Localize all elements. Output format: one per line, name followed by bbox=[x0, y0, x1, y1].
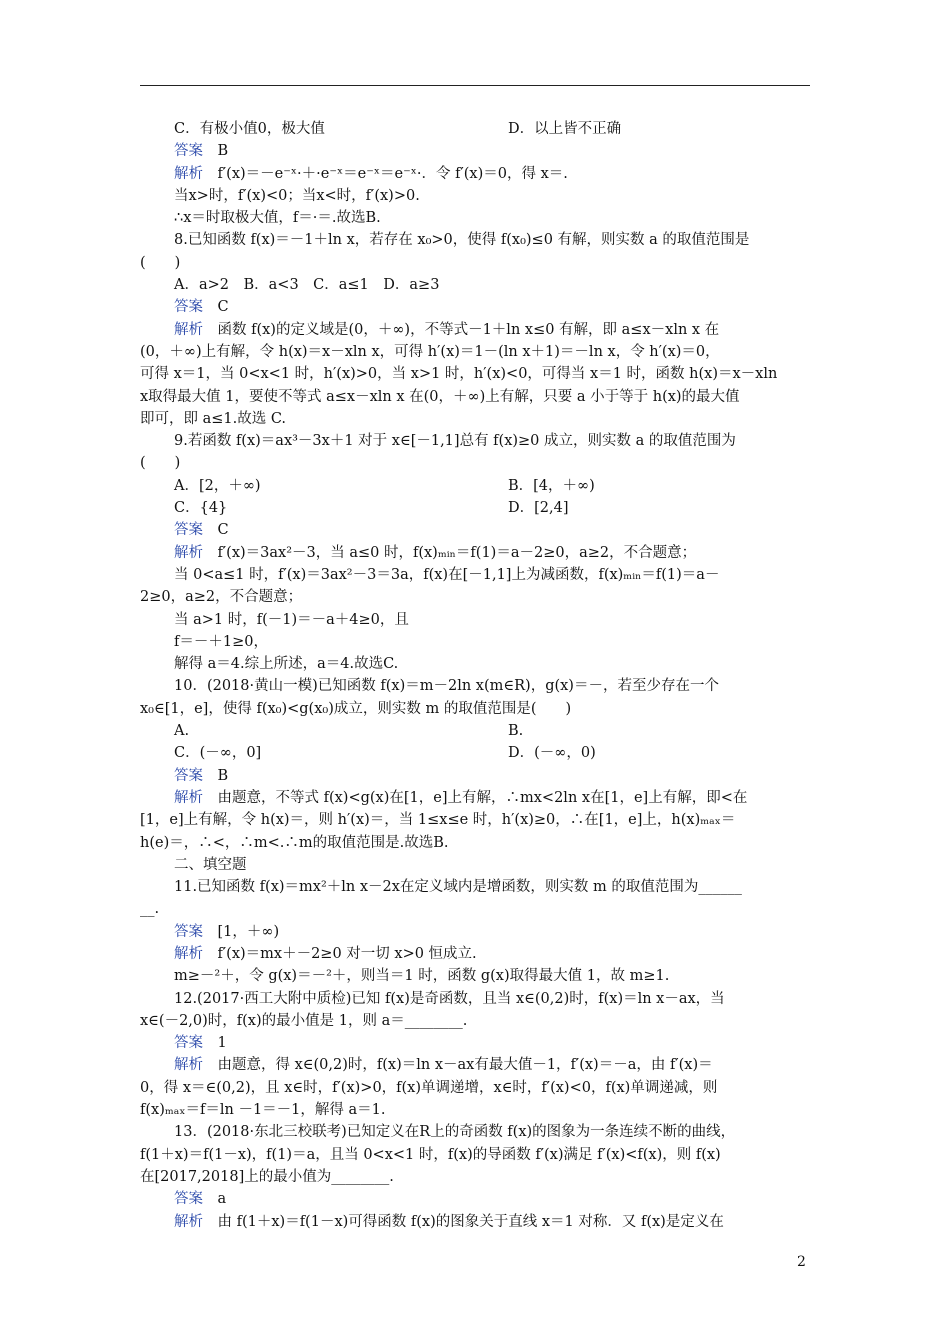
line-text: a bbox=[203, 1191, 227, 1208]
text-line bbox=[140, 475, 810, 497]
line-text: 2≥0，a≥2，不合题意； bbox=[140, 589, 303, 606]
analysis-label: 解析 bbox=[174, 1057, 203, 1074]
text-line bbox=[140, 430, 810, 452]
text-line bbox=[140, 876, 810, 898]
answer-label: 答案 bbox=[174, 143, 203, 160]
text-line bbox=[140, 564, 810, 586]
text-line bbox=[140, 1077, 810, 1099]
text-line bbox=[140, 653, 810, 675]
line-text: ( ) bbox=[140, 455, 181, 472]
line-text: 11.已知函数 f(x)＝mx²＋ln x－2x在定义域内是增函数，则实数 m 的取值范围为______ bbox=[174, 879, 742, 896]
text-line bbox=[140, 965, 810, 987]
answer-label: 答案 bbox=[174, 923, 203, 940]
text-line bbox=[140, 943, 810, 965]
text-line bbox=[140, 787, 810, 809]
line-text: 由题意，得 x∈(0,2)时，f(x)＝ln x－ax有最大值－1，f′(x)＝－a，由 f′(x)＝ bbox=[203, 1057, 713, 1074]
line-text: 二、填空题 bbox=[174, 856, 247, 873]
line-text: 即可，即 a≤1.故选 C. bbox=[140, 410, 287, 427]
line-text: f＝－＋1≥0， bbox=[174, 633, 268, 650]
text-line bbox=[140, 586, 810, 608]
header-rule bbox=[140, 85, 810, 86]
text-line bbox=[140, 363, 810, 385]
document-body bbox=[140, 118, 810, 1233]
text-line bbox=[140, 252, 810, 274]
text-line bbox=[140, 742, 810, 764]
line-text: (0，＋∞)上有解，令 h(x)＝x－xln x，可得 h′(x)＝1－(ln x＋1)＝－ln x，令 h′(x)＝0， bbox=[140, 343, 720, 360]
analysis-label: 解析 bbox=[174, 789, 203, 806]
line-text: ( ) bbox=[140, 254, 181, 271]
line-text: B bbox=[203, 143, 229, 160]
text-line bbox=[140, 698, 810, 720]
answer-label: 答案 bbox=[174, 1035, 203, 1052]
line-text: 10．(2018·黄山一模)已知函数 f(x)＝m－2ln x(m∈R)，g(x)＝－，若至少存在一个 bbox=[174, 678, 719, 695]
option-right: D．(－∞，0) bbox=[508, 745, 596, 762]
text-line bbox=[140, 1032, 810, 1054]
line-text: x∈(－2,0)时，f(x)的最小值是 1，则 a＝________. bbox=[140, 1012, 468, 1029]
text-line bbox=[140, 452, 810, 474]
text-line bbox=[140, 1166, 810, 1188]
line-text: C bbox=[203, 522, 229, 539]
option-left: A. bbox=[174, 723, 190, 740]
text-line bbox=[140, 274, 810, 296]
line-text: x取得最大值 1，要使不等式 a≤x－xln x 在(0，＋∞)上有解，只要 a 小于等于 h(x)的最大值 bbox=[140, 388, 740, 405]
text-line bbox=[140, 1054, 810, 1076]
text-line bbox=[140, 1099, 810, 1121]
page-number: 2 bbox=[797, 1254, 806, 1270]
line-text: f′(x)＝－e⁻ˣ·＋·e⁻ˣ＝e⁻ˣ＝e⁻ˣ·．令 f′(x)＝0，得 x＝. bbox=[203, 165, 568, 182]
text-line bbox=[140, 185, 810, 207]
line-text: ∴x＝时取极大值，f＝·＝.故选B. bbox=[174, 210, 381, 227]
line-text: x₀∈[1，e]，使得 f(x₀)<g(x₀)成立，则实数 m 的取值范围是( ) bbox=[140, 700, 572, 717]
line-text: 由 f(1＋x)＝f(1－x)可得函数 f(x)的图象关于直线 x＝1 对称．又 f(x)是定义在 bbox=[203, 1213, 724, 1230]
text-line bbox=[140, 898, 810, 920]
text-line bbox=[140, 163, 810, 185]
line-text: 13．(2018·东北三校联考)已知定义在R上的奇函数 f(x)的图象为一条连续不断的曲线， bbox=[174, 1124, 736, 1141]
text-line bbox=[140, 497, 810, 519]
option-left: C．有极小值0，极大值 bbox=[174, 121, 325, 137]
text-line bbox=[140, 1010, 810, 1032]
option-right: B. bbox=[508, 723, 524, 740]
text-line bbox=[140, 229, 810, 251]
text-line bbox=[140, 988, 810, 1010]
text-line bbox=[140, 809, 810, 831]
analysis-label: 解析 bbox=[174, 945, 203, 962]
text-line bbox=[140, 1144, 810, 1166]
answer-label: 答案 bbox=[174, 522, 203, 539]
text-line bbox=[140, 765, 810, 787]
line-text: f(x)ₘₐₓ＝f＝ln －1＝－1，解得 a＝1. bbox=[140, 1102, 386, 1119]
line-text: f′(x)＝3ax²－3，当 a≤0 时，f(x)ₘᵢₙ＝f(1)＝a－2≥0，a≥2，不合题意； bbox=[203, 544, 697, 561]
line-text: __. bbox=[140, 901, 160, 918]
text-line bbox=[140, 1188, 810, 1210]
line-text: B bbox=[203, 767, 229, 784]
line-text: f′(x)＝mx＋－2≥0 对一切 x>0 恒成立. bbox=[203, 945, 477, 962]
text-line bbox=[140, 542, 810, 564]
line-text: A．a>2 B．a<3 C．a≤1 D．a≥3 bbox=[174, 277, 440, 294]
text-line bbox=[140, 675, 810, 697]
line-text: 9.若函数 f(x)＝ax³－3x＋1 对于 x∈[－1,1]总有 f(x)≥0 成立，则实数 a 的取值范围为 bbox=[174, 433, 736, 450]
text-line bbox=[140, 341, 810, 363]
line-text: 在[2017,2018]上的最小值为________. bbox=[140, 1168, 394, 1185]
text-line bbox=[140, 832, 810, 854]
text-line bbox=[140, 296, 810, 318]
line-text: 由题意，不等式 f(x)<g(x)在[1，e]上有解，∴mx<2ln x在[1，e]上有解，即<在 bbox=[203, 789, 748, 806]
line-text: 1 bbox=[203, 1035, 227, 1052]
analysis-label: 解析 bbox=[174, 165, 203, 182]
line-text: 可得 x＝1，当 0<x<1 时，h′(x)>0，当 x>1 时，h′(x)<0，可得当 x＝1 时，函数 h(x)＝x－xln bbox=[140, 366, 778, 383]
option-left: C．{4} bbox=[174, 500, 228, 517]
text-line bbox=[140, 921, 810, 943]
line-text: 8.已知函数 f(x)＝－1＋ln x，若存在 x₀>0，使得 f(x₀)≤0 有解，则实数 a 的取值范围是 bbox=[174, 232, 750, 249]
line-text: 函数 f(x)的定义域是(0，＋∞)，不等式－1＋ln x≤0 有解，即 a≤x－xln x 在 bbox=[203, 321, 720, 338]
line-text: f(1＋x)＝f(1－x)，f(1)＝a，且当 0<x<1 时，f(x)的导函数 f′(x)满足 f′(x)<f(x)，则 f(x) bbox=[140, 1146, 721, 1163]
text-line bbox=[140, 386, 810, 408]
text-line bbox=[140, 631, 810, 653]
analysis-label: 解析 bbox=[174, 544, 203, 561]
line-text: [1，＋∞) bbox=[203, 923, 280, 940]
text-line bbox=[140, 609, 810, 631]
line-text: 解得 a＝4.综上所述，a＝4.故选C. bbox=[174, 656, 399, 673]
answer-label: 答案 bbox=[174, 767, 203, 784]
option-right: D．以上皆不正确 bbox=[508, 121, 622, 137]
option-left: A．[2，＋∞) bbox=[174, 477, 261, 494]
option-right: B．[4，＋∞) bbox=[508, 477, 595, 494]
text-line bbox=[140, 1121, 810, 1143]
analysis-label: 解析 bbox=[174, 321, 203, 338]
text-line bbox=[140, 207, 810, 229]
analysis-label: 解析 bbox=[174, 1213, 203, 1230]
option-left: C．(－∞，0] bbox=[174, 745, 262, 762]
line-text: C bbox=[203, 299, 229, 316]
option-right: D．[2,4] bbox=[508, 500, 569, 517]
text-line bbox=[140, 118, 810, 140]
text-line bbox=[140, 519, 810, 541]
answer-label: 答案 bbox=[174, 1191, 203, 1208]
text-line bbox=[140, 854, 810, 876]
line-text: 12.(2017·西工大附中质检)已知 f(x)是奇函数，且当 x∈(0,2)时，f(x)＝ln x－ax，当 bbox=[174, 990, 725, 1007]
text-line bbox=[140, 319, 810, 341]
text-line bbox=[140, 1211, 810, 1233]
line-text: 0，得 x＝∈(0,2)，且 x∈时，f′(x)>0，f(x)单调递增，x∈时，f′(x)<0，f(x)单调递减，则 bbox=[140, 1079, 718, 1096]
line-text: 当x>时，f′(x)<0；当x<时，f′(x)>0. bbox=[174, 187, 420, 204]
line-text: m≥－²＋，令 g(x)＝－²＋，则当＝1 时，函数 g(x)取得最大值 1，故 m≥1. bbox=[174, 968, 670, 985]
line-text: 当 0<a≤1 时，f′(x)＝3ax²－3＝3a，f(x)在[－1,1]上为减函数，f(x)ₘᵢₙ＝f(1)＝a－ bbox=[174, 566, 720, 583]
line-text: [1，e]上有解，令 h(x)＝，则 h′(x)＝，当 1≤x≤e 时，h′(x)≥0，∴在[1，e]上，h(x)ₘₐₓ＝ bbox=[140, 812, 736, 829]
text-line bbox=[140, 720, 810, 742]
line-text: h(e)＝，∴<，∴m<.∴m的取值范围是.故选B. bbox=[140, 834, 449, 851]
answer-label: 答案 bbox=[174, 299, 203, 316]
line-text: 当 a>1 时，f(－1)＝－a＋4≥0，且 bbox=[174, 611, 409, 628]
text-line bbox=[140, 408, 810, 430]
text-line bbox=[140, 140, 810, 162]
